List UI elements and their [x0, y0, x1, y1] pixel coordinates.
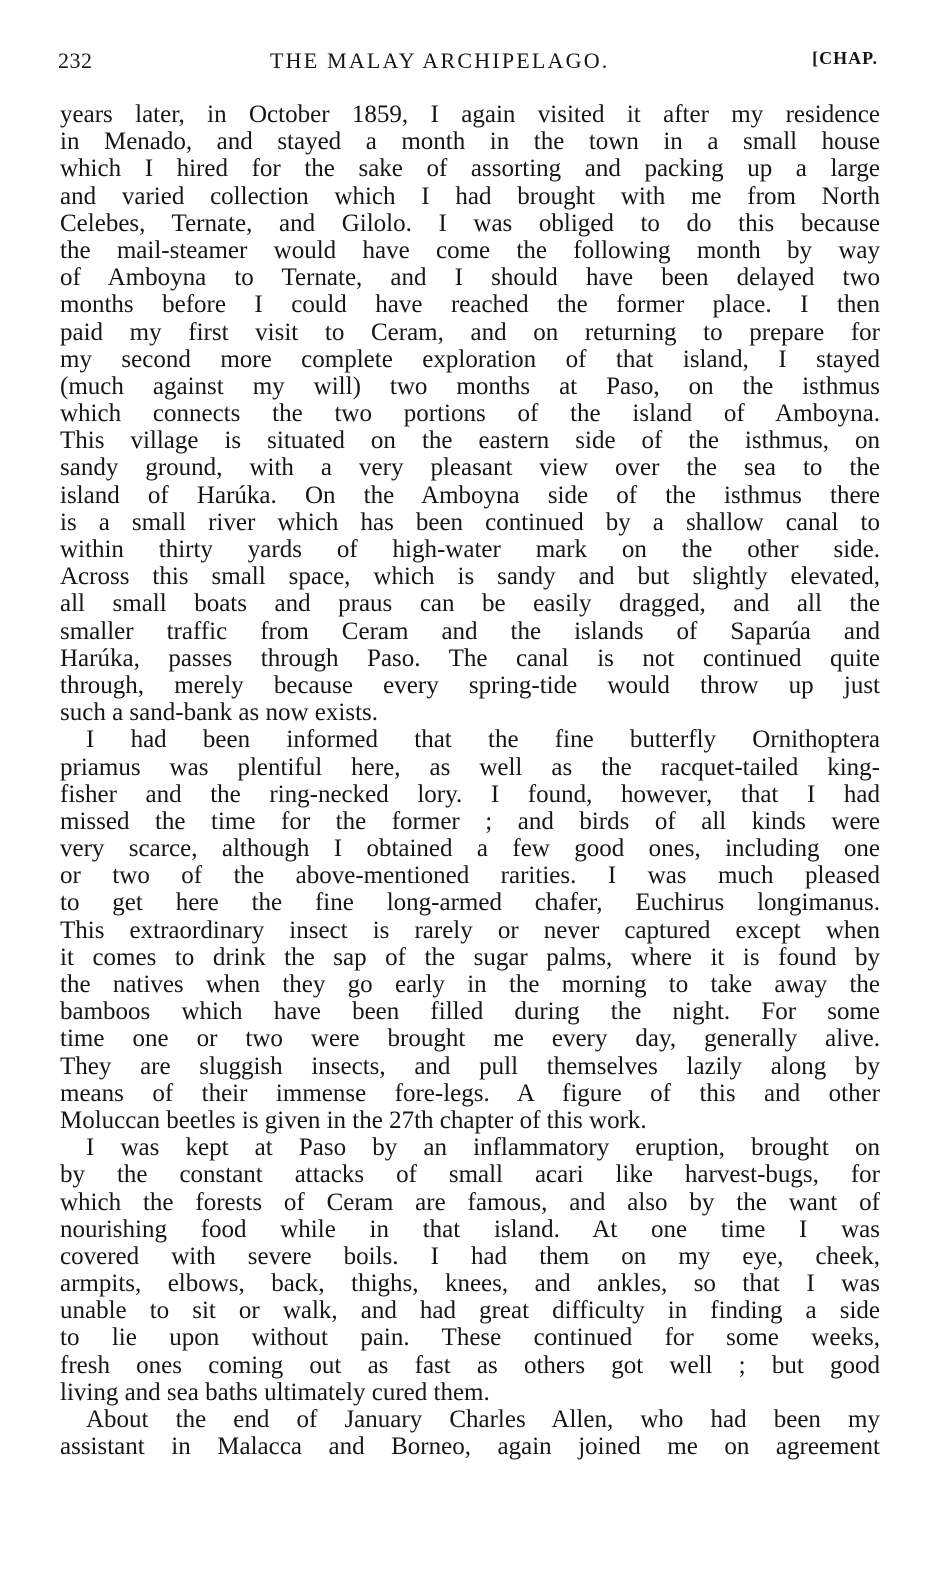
- text-line: smaller traffic from Ceram and the islands of Saparúa and: [60, 617, 880, 645]
- text-line: fisher and the ring-necked lory. I found, however, that I had: [60, 780, 880, 808]
- text-line: sandy ground, with a very pleasant view over the sea to the: [60, 454, 880, 482]
- text-line: Across this small space, which is sandy and but slightly elevated,: [60, 563, 880, 591]
- text-line: Harúka, passes through Paso. The canal is not continued quite: [60, 644, 880, 672]
- text-line: This village is situated on the eastern side of the isthmus, on: [60, 427, 880, 455]
- text-line: to get here the fine long-armed chafer, Euchirus longimanus.: [60, 889, 880, 917]
- text-line: island of Harúka. On the Amboyna side of the isthmus there: [60, 481, 880, 509]
- text-line: missed the time for the former ; and birds of all kinds were: [60, 807, 880, 835]
- text-line: I had been informed that the fine butterfly Ornithoptera: [86, 726, 880, 754]
- text-line: of Amboyna to Ternate, and I should have been delayed two: [60, 264, 880, 292]
- text-line: all small boats and praus can be easily dragged, and all the: [60, 590, 880, 618]
- chapter-label: [CHAP.: [812, 48, 878, 68]
- text-line: fresh ones coming out as fast as others got well ; but good: [60, 1351, 880, 1379]
- text-line: which connects the two portions of the island of Amboyna.: [60, 400, 880, 428]
- text-line: in Menado, and stayed a month in the town in a small house: [60, 128, 880, 156]
- running-title: THE MALAY ARCHIPELAGO.: [270, 48, 610, 73]
- text-line: Celebes, Ternate, and Gilolo. I was obliged to do this because: [60, 209, 880, 237]
- text-line: or two of the above-mentioned rarities. I was much pleased: [60, 862, 880, 890]
- text-line: means of their immense fore-legs. A figure of this and other: [60, 1079, 880, 1107]
- body-text: [60, 101, 880, 1460]
- text-line: through, merely because every spring-tide would throw up just: [60, 671, 880, 699]
- text-line: bamboos which have been filled during the night. For some: [60, 998, 880, 1026]
- text-line: (much against my will) two months at Paso, on the isthmus: [60, 372, 880, 400]
- text-line: it comes to drink the sap of the sugar palms, where it is found by: [60, 943, 880, 971]
- text-line: which the forests of Ceram are famous, and also by the want of: [60, 1188, 880, 1216]
- text-line: is a small river which has been continued by a shallow canal to: [60, 508, 880, 536]
- text-line: Moluccan beetles is given in the 27th chapter of this work.: [60, 1106, 647, 1134]
- text-line: priamus was plentiful here, as well as the racquet-tailed king-: [60, 753, 880, 781]
- text-line: my second more complete exploration of that island, I stayed: [60, 345, 880, 373]
- text-line: to lie upon without pain. These continued for some weeks,: [60, 1324, 880, 1352]
- text-line: unable to sit or walk, and had great difficulty in finding a side: [60, 1297, 880, 1325]
- text-line: living and sea baths ultimately cured them.: [60, 1378, 490, 1406]
- text-line: armpits, elbows, back, thighs, knees, and ankles, so that I was: [60, 1270, 880, 1298]
- text-line: such a sand-bank as now exists.: [60, 699, 378, 727]
- text-line: About the end of January Charles Allen, who had been my: [86, 1406, 880, 1433]
- text-line: paid my first visit to Ceram, and on returning to prepare for: [60, 318, 880, 346]
- text-line: within thirty yards of high-water mark on the other side.: [60, 536, 880, 563]
- text-line: very scarce, although I obtained a few good ones, including one: [60, 835, 880, 863]
- text-line: the natives when they go early in the morning to take away the: [60, 971, 880, 998]
- paragraph: [60, 726, 880, 1134]
- paragraph: [60, 101, 880, 726]
- text-line: I was kept at Paso by an inflammatory eruption, brought on: [86, 1134, 880, 1162]
- page-number: 232: [58, 48, 93, 73]
- text-line: covered with severe boils. I had them on my eye, cheek,: [60, 1242, 880, 1270]
- text-line: assistant in Malacca and Borneo, again joined me on agreement: [60, 1433, 880, 1461]
- paragraph: [60, 1134, 880, 1406]
- text-line: and varied collection which I had brought with me from North: [60, 182, 880, 210]
- text-line: by the constant attacks of small acari like harvest-bugs, for: [60, 1161, 880, 1189]
- text-line: which I hired for the sake of assorting and packing up a large: [60, 155, 880, 183]
- text-line: the mail-steamer would have come the following month by way: [60, 236, 880, 264]
- text-line: This extraordinary insect is rarely or never captured except when: [60, 916, 880, 944]
- paragraph: [60, 1406, 880, 1460]
- text-line: nourishing food while in that island. At one time I was: [60, 1215, 880, 1243]
- text-line: time one or two were brought me every day, generally alive.: [60, 1025, 880, 1053]
- running-head: [58, 48, 878, 80]
- text-line: years later, in October 1859, I again visited it after my residence: [60, 101, 880, 128]
- text-line: They are sluggish insects, and pull themselves lazily along by: [60, 1052, 880, 1080]
- text-line: months before I could have reached the former place. I then: [60, 291, 880, 319]
